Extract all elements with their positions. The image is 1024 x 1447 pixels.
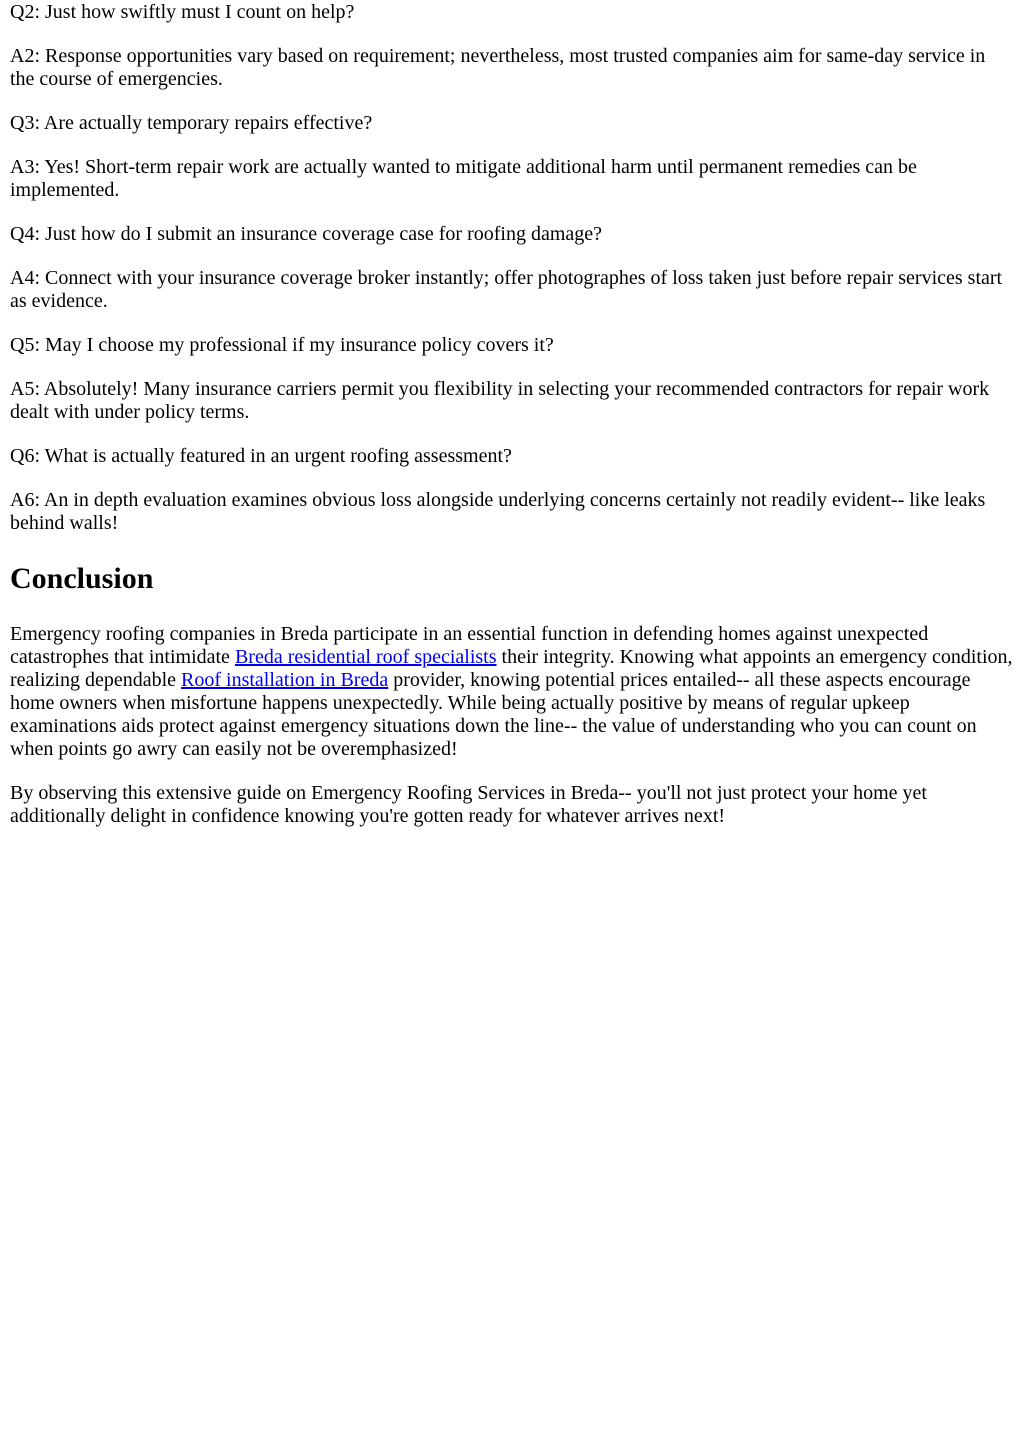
roof-installation-breda-link[interactable]: Roof installation in Breda <box>181 669 389 691</box>
faq-question-3: Q3: Are actually temporary repairs effective? <box>10 112 373 134</box>
faq-answer-4: A4: Connect with your insurance coverage broker instantly; offer photographes of loss taken just before repair services start as evidence. <box>10 267 1003 312</box>
faq-question-6: Q6: What is actually featured in an urgent roofing assessment? <box>10 445 512 467</box>
faq-question-5: Q5: May I choose my professional if my insurance policy covers it? <box>10 334 554 356</box>
conclusion-text-part-1: Emergency roofing companies in Breda participate in an essential function in defending homes against unexpected catastrophes that intimidate <box>10 623 929 668</box>
breda-residential-roof-specialists-link[interactable]: Breda residential roof specialists <box>234 646 497 668</box>
faq-question-4: Q4: Just how do I submit an insurance coverage case for roofing damage? <box>10 223 603 245</box>
faq-answer-5: A5: Absolutely! Many insurance carriers permit you flexibility in selecting your recommended contractors for repair work dealt with under policy terms. <box>10 378 990 423</box>
conclusion-text-part-3: provider, knowing potential prices entailed-- all these aspects encourage home owners when misfortune happens unexpectedly. While being actually positive by means of regular upkeep examinations aids protect against emergency situations down the line-- the value of understanding who you can count on when points go awry can easily not be overemphasized! <box>10 669 977 760</box>
conclusion-heading: Conclusion <box>10 562 154 595</box>
faq-answer-6: A6: An in depth evaluation examines obvious loss alongside underlying concerns certainly not readily evident-- like leaks behind walls! <box>10 489 986 534</box>
faq-question-2: Q2: Just how swiftly must I count on help? <box>10 1 355 23</box>
faq-answer-2: A2: Response opportunities vary based on requirement; nevertheless, most trusted companies aim for same-day service in the course of emergencies. <box>10 45 986 90</box>
conclusion-text-part-2: their integrity. Knowing what appoints an emergency condition, realizing dependable <box>10 646 1013 691</box>
document-page <box>0 1 1024 828</box>
conclusion-paragraph-1 <box>10 623 1014 761</box>
conclusion-paragraph-2: By observing this extensive guide on Emergency Roofing Services in Breda-- you'll not just protect your home yet additionally delight in confidence knowing you're gotten ready for whatever arrives next! <box>10 782 927 827</box>
faq-answer-3: A3: Yes! Short-term repair work are actually wanted to mitigate additional harm until permanent remedies can be implemented. <box>10 156 917 201</box>
